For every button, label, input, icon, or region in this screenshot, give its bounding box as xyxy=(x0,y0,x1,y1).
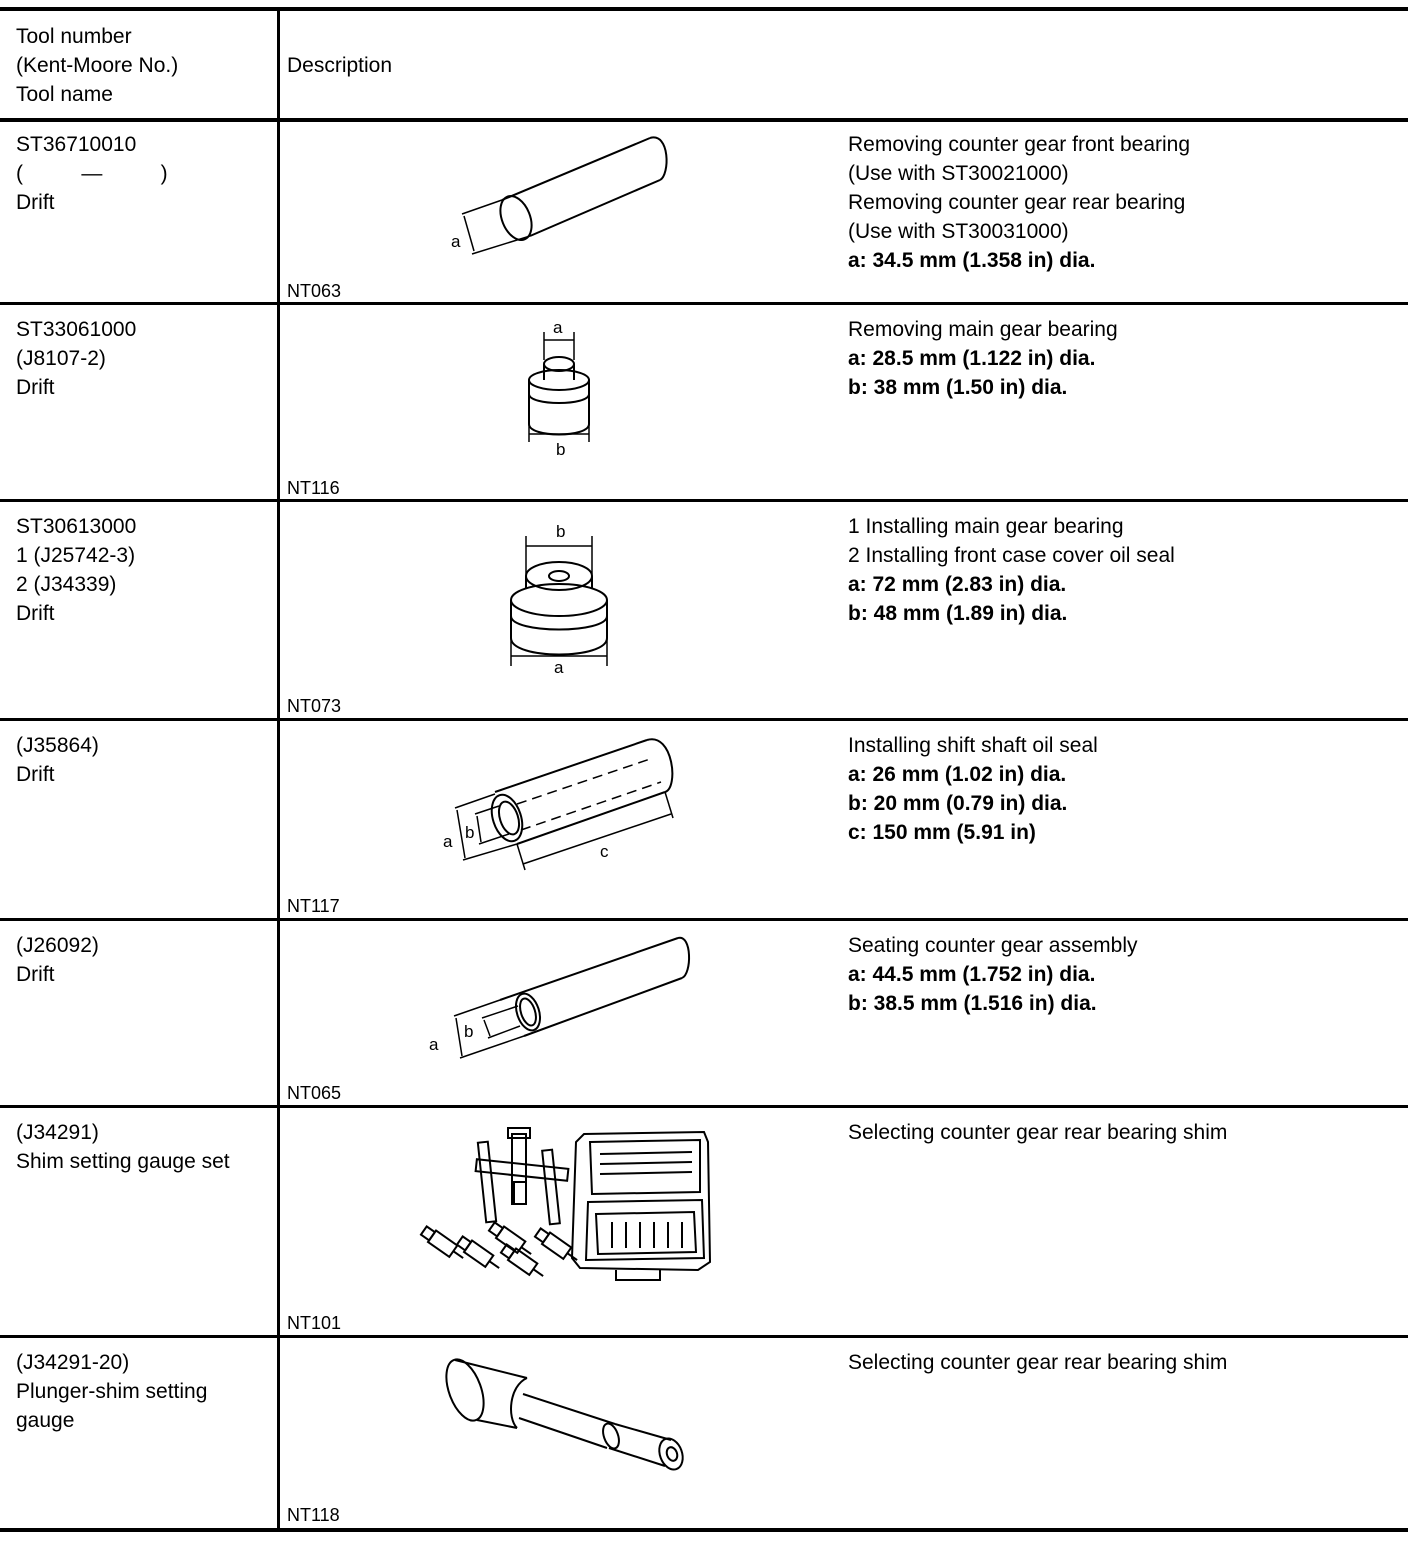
header-bottom-rule xyxy=(0,118,1408,122)
tool-name: Plunger-shim setting xyxy=(16,1380,208,1403)
spec-line: c: 150 mm (5.91 in) xyxy=(848,821,1036,844)
description-line: (Use with ST30031000) xyxy=(848,220,1069,243)
figure-label-a: a xyxy=(443,832,453,851)
figure-code: NT101 xyxy=(287,1313,342,1333)
row-divider xyxy=(0,302,1408,305)
table-bottom-rule xyxy=(0,1528,1408,1532)
row-divider xyxy=(0,1105,1408,1108)
kent-moore-number: 1 (J25742-3) xyxy=(16,544,136,567)
drift-cylinder-illustration xyxy=(440,130,700,280)
figure-code: NT118 xyxy=(287,1505,340,1525)
table-top-rule xyxy=(0,7,1408,11)
description-line: Seating counter gear assembly xyxy=(848,934,1138,957)
figure-label-b: b xyxy=(465,823,475,842)
spec-line: a: 44.5 mm (1.752 in) dia. xyxy=(848,963,1096,986)
spec-line: b: 48 mm (1.89 in) dia. xyxy=(848,602,1068,625)
kent-moore-number: (J26092) xyxy=(16,934,99,957)
figure-label-a: a xyxy=(553,318,563,337)
plunger-gauge-illustration xyxy=(425,1348,705,1488)
spec-line: a: 72 mm (2.83 in) dia. xyxy=(848,573,1067,596)
tool-name: Drift xyxy=(16,376,55,399)
tool-name: Drift xyxy=(16,963,55,986)
stepped-drift-illustration xyxy=(500,310,620,460)
tool-name: Drift xyxy=(16,763,55,786)
kent-moore-number: (J35864) xyxy=(16,734,99,757)
figure-code: NT117 xyxy=(287,896,340,916)
row-divider xyxy=(0,718,1408,721)
hollow-drift-illustration xyxy=(435,730,695,890)
figure-code: NT116 xyxy=(287,478,340,498)
shim-gauge-set-illustration xyxy=(408,1122,728,1302)
description-line: Selecting counter gear rear bearing shim xyxy=(848,1351,1228,1374)
tool-number: ST30613000 xyxy=(16,515,137,538)
tool-number: ST36710010 xyxy=(16,133,137,156)
spec-line: a: 28.5 mm (1.122 in) dia. xyxy=(848,347,1096,370)
spec-line: b: 38.5 mm (1.516 in) dia. xyxy=(848,992,1097,1015)
tool-number: ST33061000 xyxy=(16,318,137,341)
row-divider xyxy=(0,1335,1408,1338)
kent-moore-number: (J8107-2) xyxy=(16,347,106,370)
spec-line: b: 20 mm (0.79 in) dia. xyxy=(848,792,1068,815)
figure-label-b: b xyxy=(464,1022,474,1041)
row-divider xyxy=(0,918,1408,921)
description-line: Installing shift shaft oil seal xyxy=(848,734,1098,757)
tool-name: Shim setting gauge set xyxy=(16,1150,230,1173)
description-line: 1 Installing main gear bearing xyxy=(848,515,1124,538)
figure-label-a: a xyxy=(451,232,461,251)
figure-label-c: c xyxy=(600,842,609,861)
description-line: Removing counter gear rear bearing xyxy=(848,191,1186,214)
kent-moore-number: (J34291) xyxy=(16,1121,99,1144)
figure-code: NT065 xyxy=(287,1083,342,1103)
header-description: Description xyxy=(287,54,393,77)
description-line: Removing counter gear front bearing xyxy=(848,133,1191,156)
description-line: Selecting counter gear rear bearing shim xyxy=(848,1121,1228,1144)
description-line: (Use with ST30021000) xyxy=(848,162,1069,185)
seating-drift-illustration xyxy=(420,930,700,1070)
figure-label-a: a xyxy=(554,658,564,677)
installer-drift-illustration xyxy=(490,510,630,680)
figure-label-b: b xyxy=(556,522,566,541)
tool-name: gauge xyxy=(16,1409,75,1432)
figure-code: NT073 xyxy=(287,696,342,716)
figure-label-a: a xyxy=(429,1035,439,1054)
description-line: 2 Installing front case cover oil seal xyxy=(848,544,1175,567)
header-tool-line: (Kent-Moore No.) xyxy=(16,54,179,77)
tool-name: Drift xyxy=(16,191,55,214)
description-line: Removing main gear bearing xyxy=(848,318,1118,341)
row-divider xyxy=(0,499,1408,502)
column-divider xyxy=(277,7,280,1532)
figure-label-b: b xyxy=(556,440,566,459)
spec-line: a: 34.5 mm (1.358 in) dia. xyxy=(848,249,1096,272)
header-tool-line: Tool number xyxy=(16,25,132,48)
header-tool-line: Tool name xyxy=(16,83,113,106)
kent-moore-number: ( — ) xyxy=(16,162,168,185)
spec-line: a: 26 mm (1.02 in) dia. xyxy=(848,763,1067,786)
kent-moore-number: (J34291-20) xyxy=(16,1351,130,1374)
spec-line: b: 38 mm (1.50 in) dia. xyxy=(848,376,1068,399)
figure-code: NT063 xyxy=(287,281,342,301)
tool-name: Drift xyxy=(16,602,55,625)
kent-moore-number: 2 (J34339) xyxy=(16,573,117,596)
